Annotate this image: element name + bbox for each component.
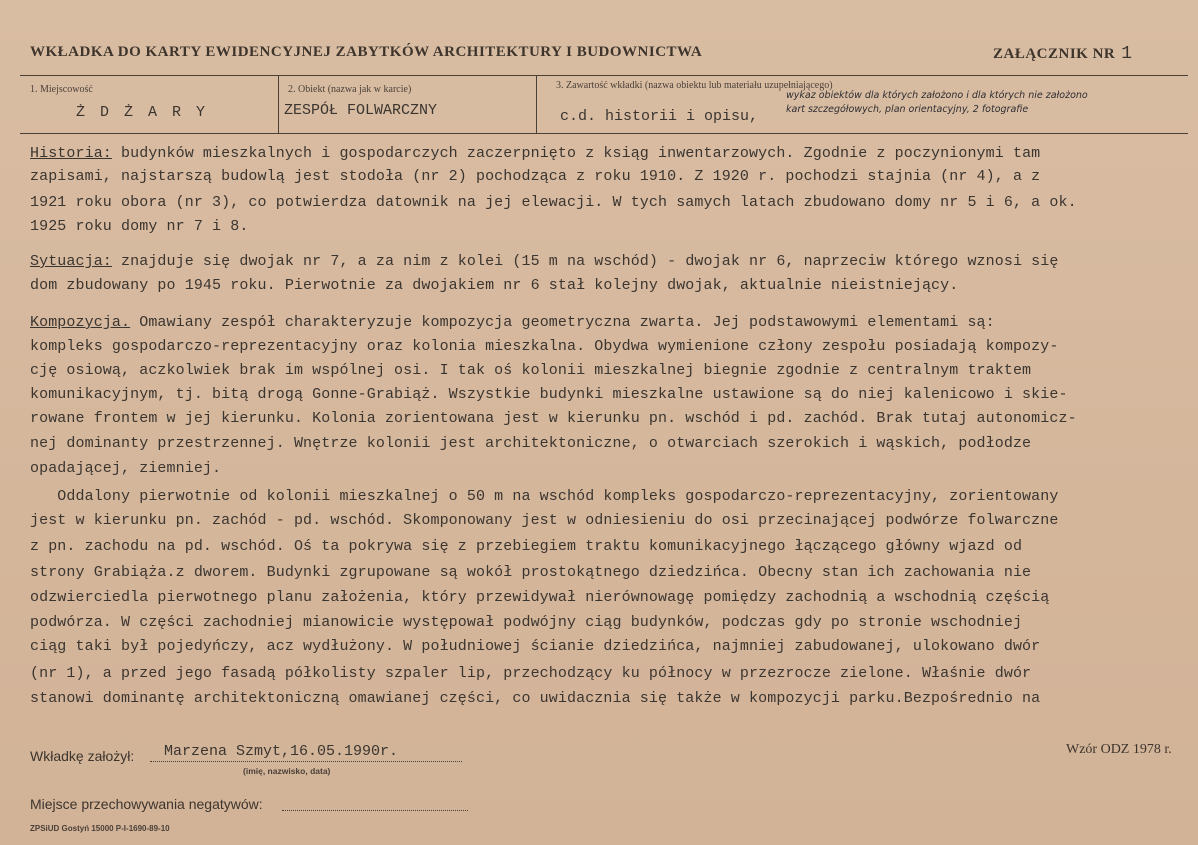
kompozycja-line-3: cję osiową, aczkolwiek brak im wspólnej osi. I tak oś kolonii mieszkalnej biegnie zgodnie z centralnym traktem [30, 362, 1032, 379]
paragraph-line-4: strony Grabiąża.z dworem. Budynki zgrupowane są wokół prostokątnego dziedzińca. Obecny stan ich zachowania nie [30, 564, 1032, 581]
kompozycja-line-1: Kompozycja. Omawiany zespół charakteryzuje kompozycja geometryczna zwarta. Jej podstawowymi elementami są: [30, 314, 995, 331]
historia-line-1: Historia: budynków mieszkalnych i gospodarczych zaczerpnięto z ksiąg inwentarzowych. Zgodnie z poczynionymi tam [30, 145, 1041, 162]
paragraph-line-5: odzwierciedla pierwotnego planu założenia, który przewidywał nierównowagę pomiędzy zachodnią a wschodnią częścią [30, 589, 1050, 606]
contents-handwritten-line-1: wykaz obiektów dla których założono i dla których nie założono [786, 90, 1088, 101]
contents-label: 3. Zawartość wkładki (nazwa obiektu lub materiału uzupełniającego) [556, 80, 833, 91]
kompozycja-line-4: komunikacyjnym, tj. bitą drogą Gonne-Grabiąż. Wszystkie budynki mieszkalne ustawione są do niej kalenicowo i skie- [30, 386, 1068, 403]
sytuacja-line-1: Sytuacja: znajduje się dwojak nr 7, a za nim z kolei (15 m na wschód) - dwojak nr 6, naprzeciw którego wznosi się [30, 253, 1059, 270]
header-top-rule [20, 75, 1188, 76]
sytuacja-heading: Sytuacja: [30, 253, 112, 270]
printer-label: ZPSiUD Gostyń 15000 P-I-1690-89-10 [30, 824, 170, 833]
contents-handwritten-line-2: kart szczegółowych, plan orientacyjny, 2 fotografie [786, 104, 1029, 115]
paragraph-line-7: ciąg taki był pojedyńczy, acz wydłużony. W południowej ścianie dziedzińca, najmniej zabudowanej, ulokowano dwór [30, 638, 1041, 655]
paragraph-line-6: podwórza. W części zachodniej mianowicie występował podwójny ciąg budynków, podczas gdy po stronie wschodniej [30, 614, 1023, 631]
attachment-number-value: 1 [1121, 44, 1133, 64]
historia-line-4: 1925 roku domy nr 7 i 8. [30, 218, 249, 235]
sytuacja-line-2: dom zbudowany po 1945 roku. Pierwotnie za dwojakiem nr 6 stał kolejny dwojak, aktualnie nieistniejący. [30, 277, 959, 294]
kompozycja-line-7: opadającej, ziemniej. [30, 460, 222, 477]
paragraph-line-1: Oddalony pierwotnie od kolonii mieszkalnej o 50 m na wschód kompleks gospodarczo-reprezentacyjny, zorientowany [30, 488, 1059, 505]
paragraph-line-9: stanowi dominantę architektoniczną omawianej części, co uwidacznia się także w kompozycji parku.Bezpośrednio na [30, 690, 1041, 707]
kompozycja-line-5: rowane frontem w jej kierunku. Kolonia zorientowana jest w kierunku pn. wschód i pd. zachód. Brak tutaj autonomicz- [30, 410, 1077, 427]
kompozycja-line-6: nej dominanty przestrzennej. Wnętrze kolonii jest architektoniczne, o otwarciach szerokich i wąskich, podłodze [30, 435, 1032, 452]
field-divider-1 [278, 75, 279, 133]
paragraph-line-8: (nr 1), a przed jego fasadą półkolisty szpaler lip, przechodzący ku północy w przezrocze zielone. Właśnie dwór [30, 665, 1032, 682]
historia-heading: Historia: [30, 145, 112, 162]
field-divider-2 [536, 75, 537, 133]
kompozycja-line-2: kompleks gospodarczo-reprezentacyjny oraz kolonia mieszkalna. Obydwa wymienione człony zespołu posiadają kompozy- [30, 338, 1059, 355]
historia-line-3: 1921 roku obora (nr 3), co potwierdza datownik na jej elewacji. W tych samych latach zbudowano domy nr 5 i 6, a ok. [30, 194, 1077, 211]
paragraph-line-3: z pn. zachodu na pd. wschód. Oś ta pokrywa się z przebiegiem traktu komunikacyjnego łączącego główny wjazd od [30, 538, 1023, 555]
paragraph-line-2: jest w kierunku pn. zachód - pd. wschód. Skomponowany jest w odniesieniu do osi przecinającej podwórze folwarczne [30, 512, 1059, 529]
author-hint: (imię, nazwisko, data) [243, 766, 331, 776]
attachment-label: ZAŁĄCZNIK NR [993, 46, 1116, 62]
contents-value: c.d. historii i opisu, [560, 108, 759, 125]
author-underline [150, 761, 462, 762]
author-value: Marzena Szmyt,16.05.1990r. [164, 743, 399, 760]
kompozycja-heading: Kompozycja. [30, 314, 131, 331]
object-value: ZESPÓŁ FOLWARCZNY [284, 102, 438, 119]
object-label: 2. Obiekt (nazwa jak w karcie) [288, 84, 412, 95]
author-label: Wkładkę założył: [30, 748, 135, 764]
attachment-number [993, 44, 1133, 64]
negatives-label: Miejsce przechowywania negatywów: [30, 796, 263, 812]
locality-value: Ż D Ż A R Y [76, 104, 209, 121]
form-title: WKŁADKA DO KARTY EWIDENCYJNEJ ZABYTKÓW ARCHITEKTURY I BUDOWNICTWA [30, 44, 703, 60]
locality-label: 1. Miejscowość [30, 84, 93, 95]
template-label: Wzór ODZ 1978 r. [1066, 742, 1172, 757]
negatives-underline [282, 810, 468, 811]
header-bottom-rule [20, 133, 1188, 134]
historia-line-2: zapisami, najstarszą budowlą jest stodoła (nr 2) pochodząca z roku 1910. Z 1920 r. pochodzi stajnia (nr 4), a z [30, 168, 1041, 185]
